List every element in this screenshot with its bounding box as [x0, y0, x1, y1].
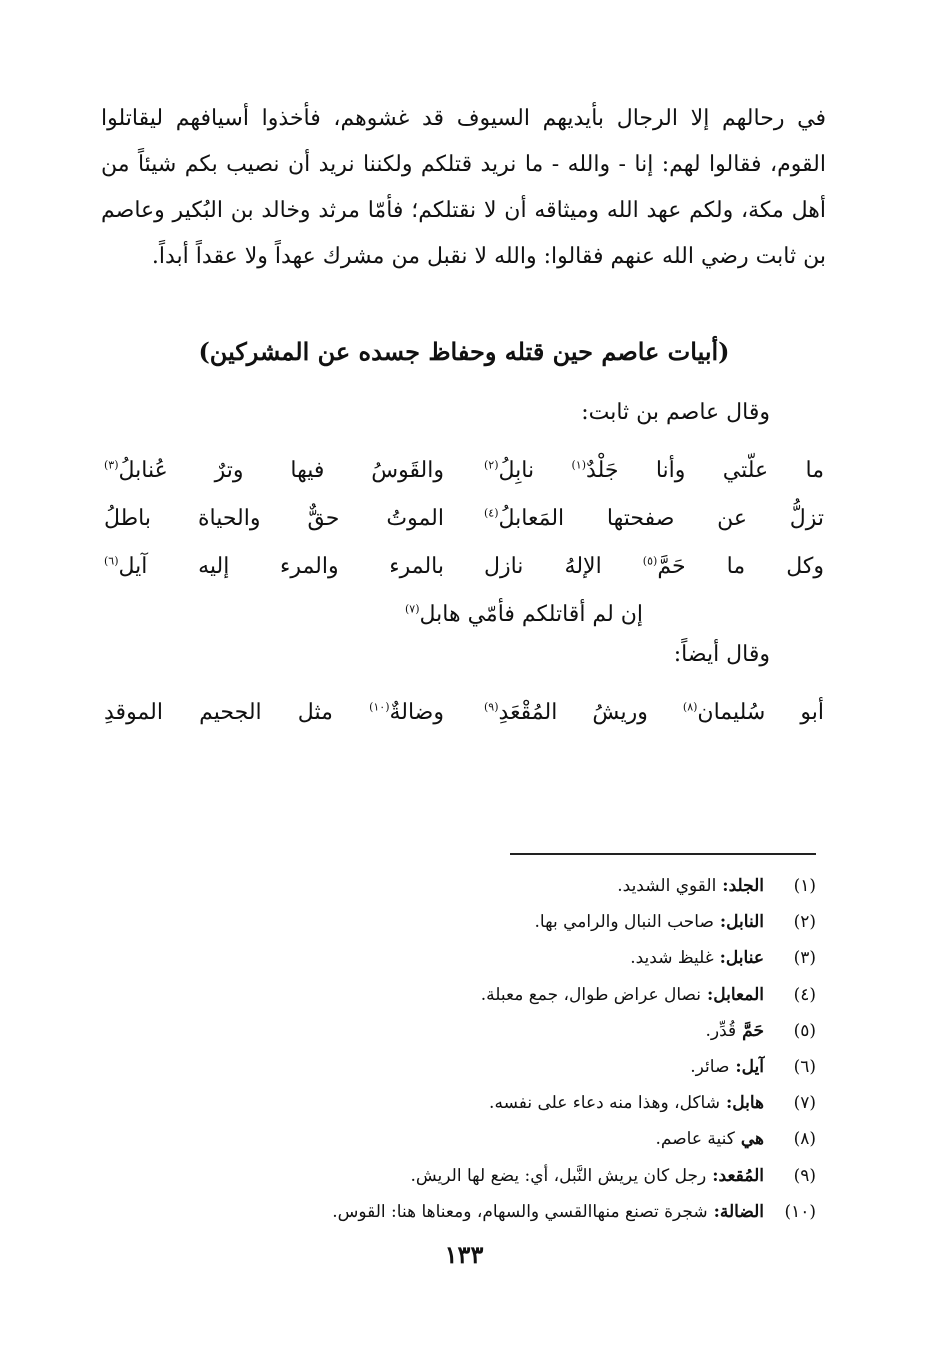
- footnote-marker: (٨): [682, 700, 698, 714]
- footnote-definition: القوي الشديد.: [617, 876, 717, 897]
- footnote-definition: قُدِّر.: [705, 1020, 737, 1041]
- verse-text: ما علّتي وأنا جَلْدٌ: [586, 457, 824, 483]
- verse-text: وضالةٌ: [389, 699, 444, 725]
- footnote-term: هابل:: [725, 1093, 764, 1114]
- footnote-definition: صائر.: [690, 1057, 730, 1078]
- footnote-item: [256, 1194, 816, 1230]
- footnote-item: [256, 1085, 816, 1121]
- verse-final-line: [285, 602, 643, 627]
- verse-hemistich-right: [484, 458, 824, 483]
- footnote-item: [256, 904, 816, 940]
- verse-text: وكل ما حَمَّ: [657, 553, 824, 579]
- footnote-item: [256, 1158, 816, 1194]
- footnote-marker: (٧): [404, 602, 420, 616]
- verse-row: [104, 542, 824, 590]
- footnote-marker: (٥): [642, 554, 658, 568]
- footnote-term: الجلد:: [722, 876, 764, 897]
- verse-text: بالمرء والمرء إليه آيل: [118, 553, 444, 579]
- footnote-item: [256, 868, 816, 904]
- verse-text: وريشُ المُقْعَدِ: [498, 699, 683, 725]
- footnote-number: (٢): [793, 912, 816, 933]
- verse-hemistich-right: [484, 700, 824, 725]
- verse-row: [104, 494, 824, 542]
- verse-row-final: [104, 590, 824, 638]
- footnote-marker: (٤): [484, 506, 499, 520]
- footnote-marker: (١): [571, 458, 587, 472]
- verse-text: الموتُ حقٌّ والحياة باطلُ: [104, 505, 444, 531]
- footnote-term: المُقعد:: [712, 1165, 764, 1186]
- page-number: ١٣٣: [444, 1240, 484, 1269]
- footnote-definition: غليظ شديد.: [630, 948, 714, 969]
- footnote-number: (٩): [793, 1165, 816, 1186]
- footnote-definition: شاكل، وهذا منه دعاء على نفسه.: [489, 1093, 720, 1114]
- footnote-item: [256, 1049, 816, 1085]
- footnote-marker: (١٠): [369, 700, 390, 714]
- footnote-marker: (٣): [104, 458, 119, 472]
- poem-intro-1: وقال عاصم بن ثابت:: [581, 400, 770, 425]
- verse-hemistich-left: [104, 458, 444, 483]
- footnote-item: [256, 1121, 816, 1157]
- footnote-number: (١٠): [784, 1201, 816, 1222]
- footnote-term: المعابل:: [707, 984, 764, 1005]
- footnote-number: (١): [793, 876, 816, 897]
- footnote-number: (٣): [793, 948, 816, 969]
- poem-2: [104, 688, 824, 736]
- footnote-number: (٤): [793, 984, 816, 1005]
- footnote-item: [256, 1013, 816, 1049]
- footnote-definition: شجرة تصنع منهاالقسي والسهام، ومعناها هنا: القوس.: [332, 1201, 708, 1222]
- body-paragraph: في رحالهم إلا الرجال بأيديهم السيوف قد غشوهم، فأخذوا أسيافهم ليقاتلوا القوم، فقالوا لهم: إنا - والله - ما نريد قتلكم ولكننا نريد أن نصيب بكم شيئاً من أهل مكة، ولكم عهد الله وميثاقه أن لا نقتلكم؛ فأمّا مرثد وخالد بن البُكير وعاصم بن ثابت رضي الله عنهم فقالوا: والله لا نقبل من مشرك عهداً ولا عقداً أبداً.: [101, 106, 826, 269]
- poem-intro-2: وقال أيضاً:: [673, 642, 770, 667]
- footnote-number: (٥): [793, 1020, 816, 1041]
- footnote-item: [256, 977, 816, 1013]
- verse-hemistich-left: [104, 700, 444, 725]
- footnote-number: (٨): [793, 1129, 816, 1150]
- verse-row: [104, 446, 824, 494]
- verse-hemistich-left: [104, 506, 444, 531]
- verse-row: [104, 688, 824, 736]
- footnote-number: (٧): [793, 1093, 816, 1114]
- verse-text: مثل الجحيم الموقدِ: [104, 699, 370, 725]
- verse-text: الإلهُ نازل: [484, 553, 643, 579]
- footnote-term: النابل:: [719, 912, 764, 933]
- verse-text: إن لم أقاتلكم فأمّي هابل: [419, 601, 644, 627]
- verse-text: والقَوسُ فيها وترٌ عُنابلُ: [118, 457, 444, 483]
- footnote-term: آيل:: [735, 1057, 764, 1078]
- verse-hemistich-left: [104, 554, 444, 579]
- verse-text: تزلُّ عن صفحتها المَعابلُ: [498, 505, 824, 531]
- footnote-marker: (٦): [104, 554, 119, 568]
- footnote-term: هي: [740, 1129, 764, 1150]
- footnote-definition: نصال عراض طوال، جمع معبلة.: [480, 984, 701, 1005]
- footnotes-list: [256, 868, 816, 1230]
- footnote-term: عنابل:: [719, 948, 764, 969]
- footnote-marker: (٩): [484, 700, 499, 714]
- footnote-definition: كنية عاصم.: [655, 1129, 735, 1150]
- footnote-marker: (٢): [484, 458, 499, 472]
- footnote-number: (٦): [793, 1057, 816, 1078]
- verse-text: نابِلُ: [498, 457, 572, 483]
- verse-hemistich-right: [484, 506, 824, 531]
- poem-1: [104, 446, 824, 638]
- section-heading: (أبيات عاصم حين قتله وحفاظ جسده عن المشركين): [198, 337, 730, 366]
- footnote-definition: صاحب النبال والرامي بها.: [534, 912, 714, 933]
- footnote-divider: [510, 853, 816, 855]
- footnote-term: الضالة:: [713, 1201, 764, 1222]
- footnote-definition: رجل كان يريش النَّبل، أي: يضع لها الريش.: [410, 1165, 707, 1186]
- footnote-item: [256, 940, 816, 976]
- verse-text: أبو سُليمان: [697, 699, 825, 725]
- verse-hemistich-right: [484, 554, 824, 579]
- footnote-term: حَمَّ: [742, 1020, 764, 1041]
